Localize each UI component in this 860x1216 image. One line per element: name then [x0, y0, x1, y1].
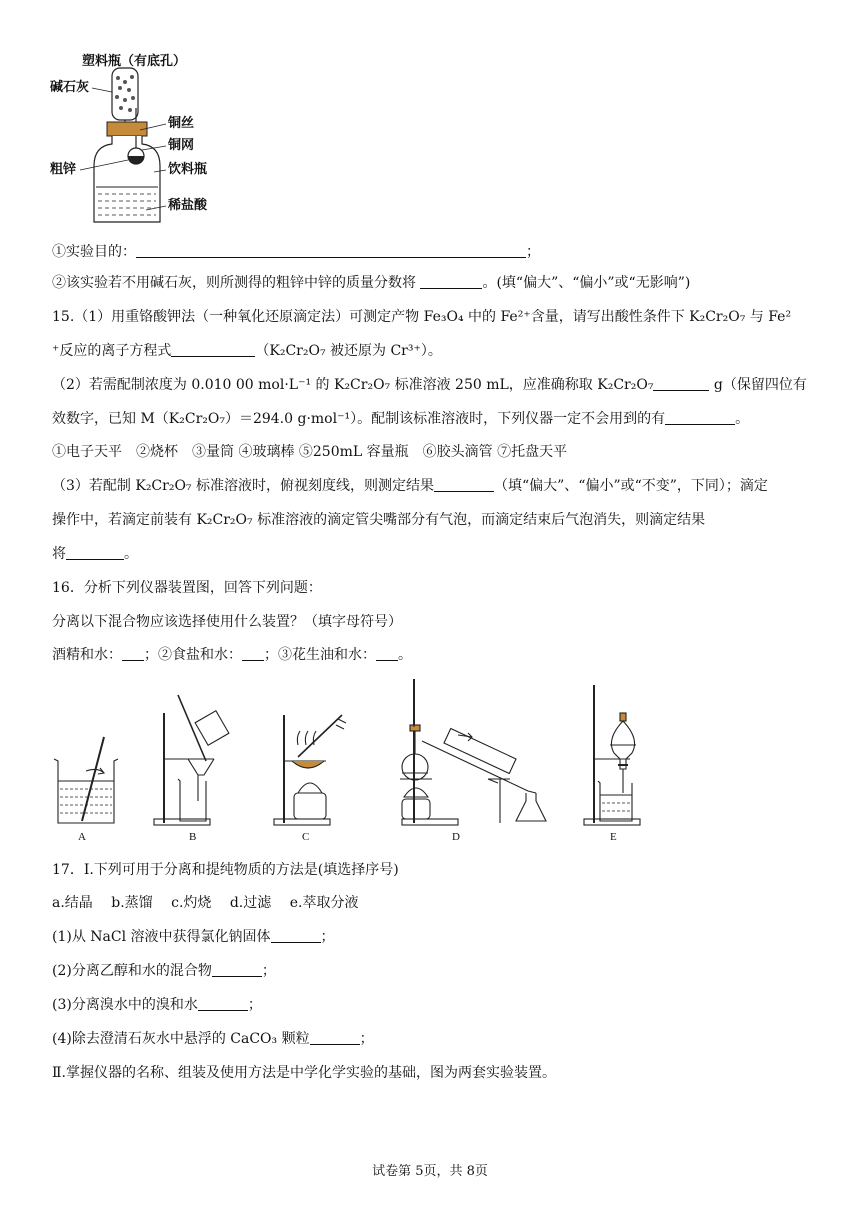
label-plastic-bottle: 塑料瓶（有底孔）	[82, 54, 187, 69]
apparatus-c-evaporation	[274, 715, 346, 825]
apparatus-drawings	[48, 675, 648, 845]
q15-line1: 15.（1）用重铬酸钾法（一种氧化还原滴定法）可测定产物 Fe₃O₄ 中的 Fe²⁺含量，请写出酸性条件下 K₂Cr₂O₇ 与 Fe²	[52, 309, 792, 325]
q15-line2-end: （K₂Cr₂O₇ 被还原为 Cr³⁺）。	[255, 343, 442, 359]
label-copper-mesh: 铜网	[168, 138, 195, 153]
answer-blank-16-1[interactable]	[122, 646, 144, 661]
q16-line1: 16．分析下列仪器装置图，回答下列问题：	[52, 580, 322, 596]
q15-line6-text: （3）若配制 K₂Cr₂O₇ 标准溶液时，俯视刻度线，则测定结果	[52, 478, 434, 494]
apparatus-figure	[48, 675, 648, 845]
q14-item2-text: ②该实验若不用碱石灰，则所测得的粗锌中锌的质量分数将	[52, 275, 416, 291]
q16-salt-water: ；②食盐和水：	[144, 647, 242, 663]
label-soda-lime: 碱石灰	[50, 80, 90, 95]
zinc-apparatus-drawing	[50, 50, 250, 230]
q17-item1	[52, 927, 335, 947]
q16-line2: 分离以下混合物应该选择使用什么装置？（填字母符号）	[52, 614, 402, 630]
q17-item3-end: ；	[247, 997, 262, 1013]
apparatus-label-c: C	[302, 831, 310, 843]
apparatus-label-a: A	[78, 831, 86, 843]
apparatus-b-filtration	[154, 695, 229, 825]
q16-line3	[52, 645, 412, 665]
page-footer: 试卷第 5页，共 8页	[372, 1164, 488, 1179]
answer-blank-result-1[interactable]	[434, 477, 494, 492]
q15-line3-end: g（保留四位有	[709, 377, 807, 393]
apparatus-label-b: B	[189, 831, 197, 843]
answer-blank-17-3[interactable]	[198, 996, 248, 1011]
label-dilute-hcl: 稀盐酸	[168, 198, 208, 213]
label-copper-wire: 铜丝	[168, 116, 195, 131]
q15-line4	[52, 409, 749, 429]
q15-line3-text: （2）若需配制浓度为 0.010 00 mol·L⁻¹ 的 K₂Cr₂O₇ 标准溶液 250 mL，应准确称取 K₂Cr₂O₇	[52, 377, 654, 393]
q14-item1	[52, 242, 540, 262]
q15-line4-end: 。	[735, 411, 750, 427]
q16-alcohol-water: 酒精和水：	[52, 647, 122, 663]
q17-item4-text: (4)除去澄清石灰水中悬浮的 CaCO₃ 颗粒	[52, 1031, 310, 1047]
answer-blank-result-2[interactable]	[66, 545, 124, 560]
q15-line2-text: ⁺反应的离子方程式	[52, 343, 172, 359]
q17-item4	[52, 1029, 374, 1049]
apparatus-d-distillation	[400, 679, 546, 825]
q17-item2	[52, 961, 276, 981]
q15-line7: 操作中，若滴定前装有 K₂Cr₂O₇ 标准溶液的滴定管尖嘴部分有气泡，而滴定结束后气泡消失，则滴定结果	[52, 512, 706, 528]
label-drink-bottle: 饮料瓶	[168, 162, 208, 177]
apparatus-a-beaker	[54, 737, 118, 823]
answer-blank-17-2[interactable]	[212, 962, 262, 977]
zinc-apparatus-figure	[50, 50, 250, 230]
q14-item1-end: ；	[526, 244, 540, 260]
q17-line1: 17．Ⅰ.下列可用于分离和提纯物质的方法是(填选择序号)	[52, 862, 399, 878]
q14-item2	[52, 273, 690, 293]
q16-line3-end: 。	[398, 647, 412, 663]
answer-blank-16-3[interactable]	[376, 646, 398, 661]
q15-line6	[52, 476, 768, 496]
q17-item1-text: (1)从 NaCl 溶液中获得氯化钠固体	[52, 929, 271, 945]
q15-line2	[52, 341, 442, 361]
q15-line6-end: （填“偏大”、“偏小”或“不变”，下同）；滴定	[493, 478, 768, 494]
answer-blank-17-1[interactable]	[271, 928, 321, 943]
q17-part2: Ⅱ.掌握仪器的名称、组装及使用方法是中学化学实验的基础，图为两套实验装置。	[52, 1065, 556, 1081]
answer-blank-zinc-fraction[interactable]	[420, 274, 482, 289]
q15-line8-text: 将	[52, 546, 66, 562]
label-crude-zinc: 粗锌	[50, 162, 77, 177]
q17-options: a.结晶 b.蒸馏 c.灼烧 d.过滤 e.萃取分液	[52, 895, 359, 911]
q15-line8-end: 。	[124, 546, 138, 562]
q16-oil-water: ；③花生油和水：	[264, 647, 376, 663]
apparatus-label-e: E	[610, 831, 617, 843]
q17-item1-end: ；	[320, 929, 335, 945]
q17-item3-text: (3)分离溴水中的溴和水	[52, 997, 198, 1013]
q15-line3	[52, 375, 807, 395]
q15-line4-text: 效数字，已知 M（K₂Cr₂O₇）＝294.0 g·mol⁻¹）。配制该标准溶液时，下列仪器一定不会用到的有	[52, 411, 666, 427]
q15-line8	[52, 544, 138, 564]
answer-blank-purpose[interactable]	[136, 243, 526, 258]
q17-item3	[52, 995, 262, 1015]
q17-item4-end: ；	[359, 1031, 374, 1047]
q15-line5: ①电子天平 ②烧杯 ③量筒 ④玻璃棒 ⑤250mL 容量瓶 ⑥胶头滴管 ⑦托盘天平	[52, 444, 568, 460]
apparatus-label-d: D	[452, 831, 460, 843]
q14-item2-end: 。(填“偏大”、“偏小”或“无影响”)	[482, 275, 691, 291]
answer-blank-mass[interactable]	[653, 376, 709, 391]
answer-blank-16-2[interactable]	[242, 646, 264, 661]
q17-item2-end: ；	[261, 963, 276, 979]
answer-blank-instruments[interactable]	[665, 410, 735, 425]
apparatus-e-separatory-funnel	[584, 685, 640, 825]
answer-blank-17-4[interactable]	[310, 1030, 360, 1045]
q17-item2-text: (2)分离乙醇和水的混合物	[52, 963, 212, 979]
q14-item1-text: ①实验目的：	[52, 244, 136, 260]
answer-blank-ionic-equation[interactable]	[171, 342, 255, 357]
